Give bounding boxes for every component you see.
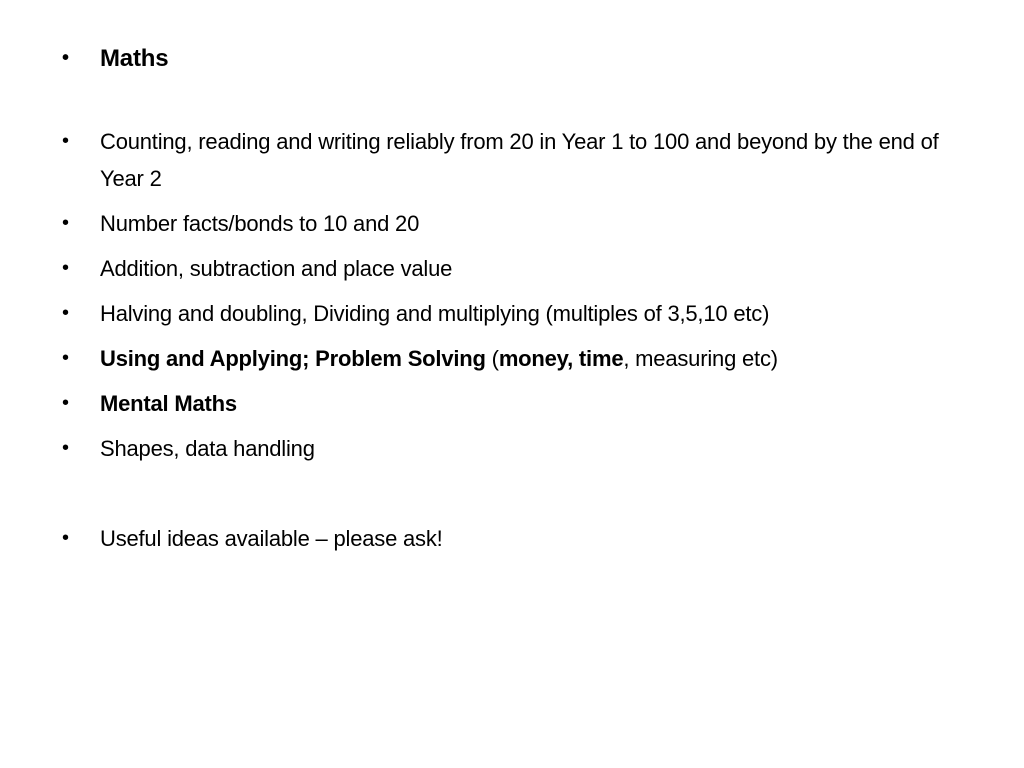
list-item-halving — [62, 295, 972, 332]
list-item-text-bold: money, time — [498, 346, 624, 371]
list-item-text: ( — [485, 346, 499, 371]
bullet-icon: • — [62, 392, 69, 414]
list-item-addition — [62, 250, 972, 287]
list-item-text: Mental Maths — [100, 391, 237, 416]
list-item-text: Counting, reading and writing reliably from 20 in Year 1 to 100 and beyond by the end of Year 2 — [100, 129, 939, 191]
bullet-list — [62, 40, 972, 557]
bullet-icon: • — [62, 212, 69, 234]
bullet-icon: • — [62, 302, 69, 324]
bullet-icon: • — [62, 527, 69, 549]
bullet-icon: • — [62, 437, 69, 459]
list-item-text: Halving and doubling, Dividing and multiplying (multiples of 3,5,10 etc) — [100, 301, 770, 326]
list-item-text: , measuring etc) — [623, 346, 778, 371]
list-item-text: Number facts/bonds to 10 and 20 — [100, 211, 420, 236]
list-item-counting — [62, 123, 972, 197]
list-item-useful-ideas — [62, 520, 972, 557]
list-item-text-bold: Using and Applying; Problem Solving — [100, 346, 486, 371]
bullet-icon: • — [62, 257, 69, 279]
list-item-mental-maths — [62, 385, 972, 422]
list-item-using-applying — [62, 340, 972, 377]
list-item-shapes — [62, 430, 972, 467]
list-item-text: Useful ideas available – please ask! — [100, 526, 443, 551]
slide-title — [62, 40, 972, 77]
bullet-icon: • — [62, 47, 69, 69]
list-item-text: Shapes, data handling — [100, 436, 315, 461]
list-item-text: Addition, subtraction and place value — [100, 256, 453, 281]
bullet-icon: • — [62, 130, 69, 152]
slide-title-text: Maths — [100, 45, 169, 72]
bullet-icon: • — [62, 347, 69, 369]
list-item-number-facts — [62, 205, 972, 242]
